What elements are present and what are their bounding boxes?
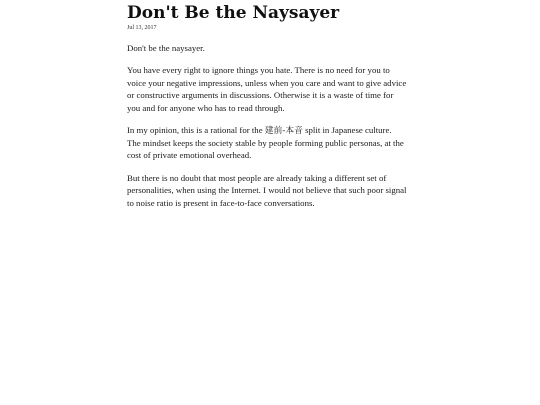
post-paragraph: In my opinion, this is a rational for the 建前-本音 split in Japanese culture. The mindset keeps the society stable by people forming public personas, at the cost of private emotional overhead. xyxy=(127,125,404,161)
post-body xyxy=(127,42,407,209)
post-title: Don't Be the Naysayer xyxy=(127,3,340,23)
post-paragraph: But there is no doubt that most people are already taking a different set of personalities, when using the Internet. I would not believe that such poor signal to noise ratio is present in face-to-face conversations. xyxy=(127,172,407,208)
post-paragraph: You have every right to ignore things you hate. There is no need for you to voice your negative impressions, unless when you care and want to give advice or constructive arguments in discussions. Otherwise it is a waste of time for you and for anyone who has to read through. xyxy=(127,65,407,113)
post-paragraph: Don't be the naysayer. xyxy=(127,43,205,53)
blog-post xyxy=(127,4,407,219)
post-date: Jul 13, 2017 xyxy=(127,25,157,31)
